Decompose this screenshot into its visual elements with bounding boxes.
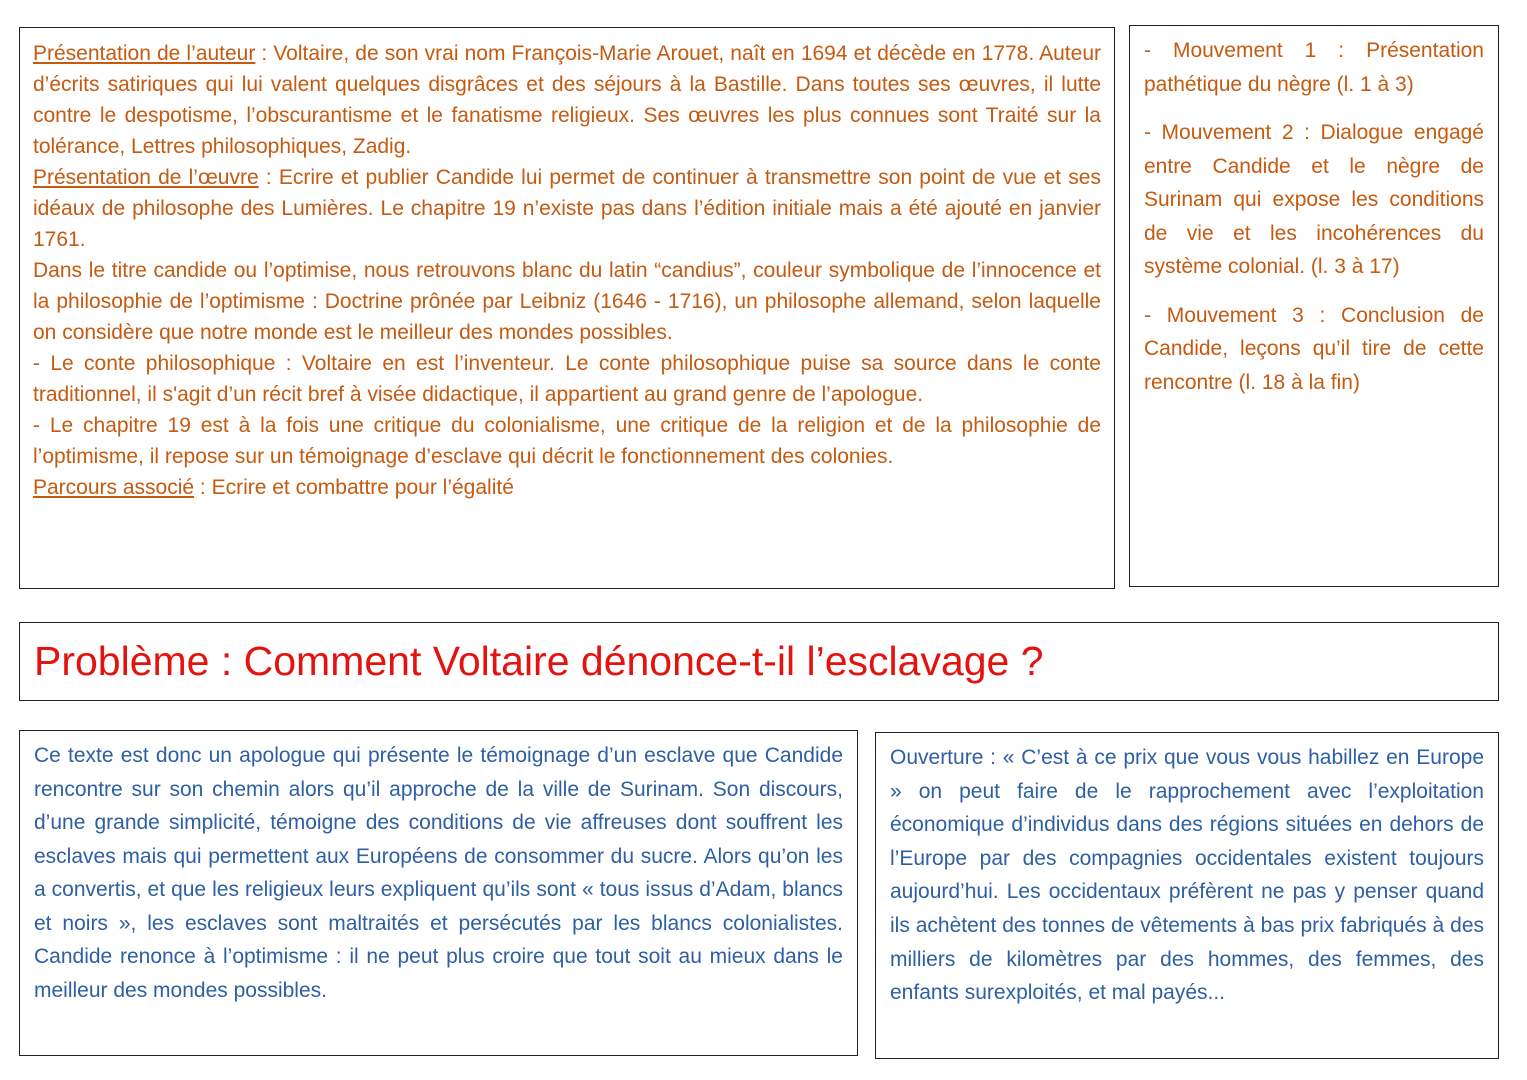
problem-box (19, 622, 1499, 701)
title-paragraph: Dans le titre candide ou l’optimise, nous retrouvons blanc du latin “candius”, couleur symbolique de l’innocence et la philosophie de l’optimisme : Doctrine prônée par Leibniz (1646 - 1716), un philosophe allemand, selon laquelle on considère que notre monde est le meilleur des mondes possibles. (33, 259, 1101, 344)
opening-box (875, 732, 1499, 1059)
author-text: : Voltaire, de son vrai nom François-Marie Arouet, naît en 1694 et décède en 1778. Auteur d’écrits satiriques qui lui valent quelques disgrâces et des séjours à la Bastille. Dans toutes ses œuvres, il lutte contre le despotisme, l’obscurantisme et le fanatisme religieux. Ses œuvres les plus connues sont Traité sur la tolérance, Lettres philosophiques, Zadig. (33, 42, 1101, 158)
tale-paragraph: - Le conte philosophique : Voltaire en est l’inventeur. Le conte philosophique puise sa source dans le conte traditionnel, il s'agit d’un récit bref à visée didactique, il appartient au grand genre de l’apologue. (33, 352, 1101, 406)
movements-box (1129, 25, 1499, 587)
conclusion-text: Ce texte est donc un apologue qui présente le témoignage d’un esclave que Candide rencontre sur son chemin alors qu’il approche de la ville de Surinam. Son discours, d’une grande simplicité, témoigne des conditions de vie affreuses dont souffrent les esclaves mais qui permettent aux Européens de consommer du sucre. Alors qu’on les a convertis, et que les religieux leurs expliquent qu’ils sont « tous issus d’Adam, blancs et noirs », les esclaves sont maltraités et persécutés par les blancs colonialistes. Candide renonce à l’optimisme : il ne peut plus croire que tout soit au mieux dans le meilleur des mondes possibles. (34, 744, 843, 1002)
movement-1: - Mouvement 1 : Présentation pathétique du nègre (l. 1 à 3) (1144, 39, 1484, 96)
opening-text: Ouverture : « C’est à ce prix que vous vous habillez en Europe » on peut faire de le rapprochement avec l’exploitation économique d’individus dans des régions situées en dehors de l’Europe par des compagnies occidentales existent toujours aujourd’hui. Les occidentaux préfèrent ne pas y penser quand ils achètent des tonnes de vêtements à bas prix fabriqués à des milliers de kilomètres par des hommes, des femmes, des enfants surexploités, et mal payés... (890, 746, 1484, 1005)
movement-3: - Mouvement 3 : Conclusion de Candide, leçons qu’il tire de cette rencontre (l. 18 à la fin) (1144, 303, 1484, 394)
parcours-text: : Ecrire et combattre pour l’égalité (194, 476, 514, 499)
conclusion-box (19, 730, 858, 1056)
work-text: : Ecrire et publier Candide lui permet de continuer à transmettre son point de vue et ses idéaux de philosophe des Lumières. Le chapitre 19 n’existe pas dans l’édition initiale mais a été ajouté en janvier 1761. (33, 166, 1101, 251)
author-label: Présentation de l’auteur (33, 42, 256, 65)
parcours-label: Parcours associé (33, 476, 195, 499)
parcours-paragraph (33, 472, 1101, 503)
movement-2: - Mouvement 2 : Dialogue engagé entre Candide et le nègre de Surinam qui expose les conditions de vie et les incohérences du système colonial. (l. 3 à 17) (1144, 121, 1484, 278)
work-paragraph (33, 162, 1101, 255)
intro-box (19, 27, 1115, 589)
work-label: Présentation de l’œuvre (33, 166, 259, 189)
author-paragraph (33, 38, 1101, 162)
chapter-paragraph: - Le chapitre 19 est à la fois une critique du colonialisme, une critique de la religion et de la philosophie de l’optimisme, il repose sur un témoignage d’esclave qui décrit le fonctionnement des colonies. (33, 414, 1101, 468)
problem-title: Problème : Comment Voltaire dénonce-t-il l’esclavage ? (34, 638, 1044, 684)
